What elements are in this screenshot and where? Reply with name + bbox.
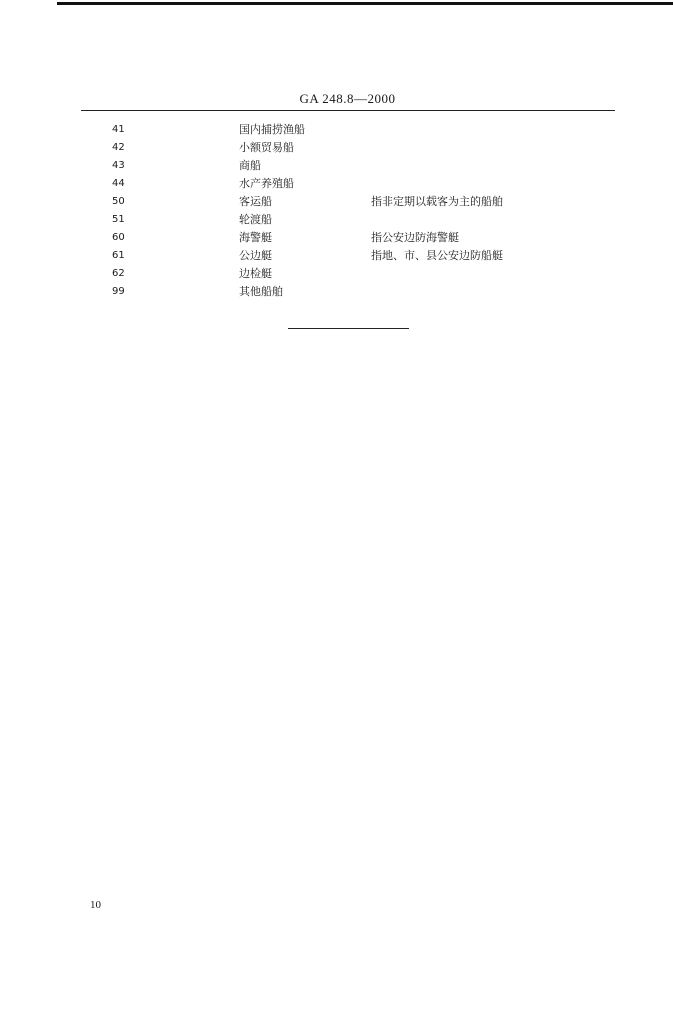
row-name: 其他船舶 bbox=[239, 285, 283, 298]
row-name: 水产养殖船 bbox=[239, 177, 294, 190]
row-code: 44 bbox=[112, 178, 125, 189]
row-code: 41 bbox=[112, 124, 125, 135]
row-name: 国内捕捞渔船 bbox=[239, 123, 305, 136]
row-code: 51 bbox=[112, 214, 125, 225]
row-name: 商船 bbox=[239, 159, 261, 172]
table-row bbox=[0, 283, 673, 301]
standard-code-header: GA 248.8—2000 bbox=[299, 91, 396, 106]
row-note: 指公安边防海警艇 bbox=[371, 231, 459, 244]
top-border-rule bbox=[57, 2, 673, 5]
row-code: 99 bbox=[112, 286, 125, 297]
row-name: 小额贸易船 bbox=[239, 141, 294, 154]
end-of-table-rule bbox=[288, 328, 409, 329]
table-row bbox=[0, 121, 673, 139]
row-code: 50 bbox=[112, 196, 125, 207]
code-table bbox=[0, 121, 673, 301]
row-name: 轮渡船 bbox=[239, 213, 272, 226]
table-row bbox=[0, 247, 673, 265]
table-row bbox=[0, 193, 673, 211]
table-row bbox=[0, 175, 673, 193]
table-row bbox=[0, 157, 673, 175]
table-row bbox=[0, 229, 673, 247]
table-row bbox=[0, 211, 673, 229]
row-note: 指地、市、县公安边防船艇 bbox=[371, 249, 503, 262]
row-note: 指非定期以载客为主的船舶 bbox=[371, 195, 503, 208]
row-name: 边检艇 bbox=[239, 267, 272, 280]
row-name: 海警艇 bbox=[239, 231, 272, 244]
row-name: 客运船 bbox=[239, 195, 272, 208]
table-row bbox=[0, 265, 673, 283]
row-code: 62 bbox=[112, 268, 125, 279]
table-row bbox=[0, 139, 673, 157]
row-code: 60 bbox=[112, 232, 125, 243]
header-rule bbox=[81, 110, 615, 111]
row-code: 61 bbox=[112, 250, 125, 261]
row-name: 公边艇 bbox=[239, 249, 272, 262]
page-number: 10 bbox=[90, 899, 101, 911]
row-code: 42 bbox=[112, 142, 125, 153]
row-code: 43 bbox=[112, 160, 125, 171]
